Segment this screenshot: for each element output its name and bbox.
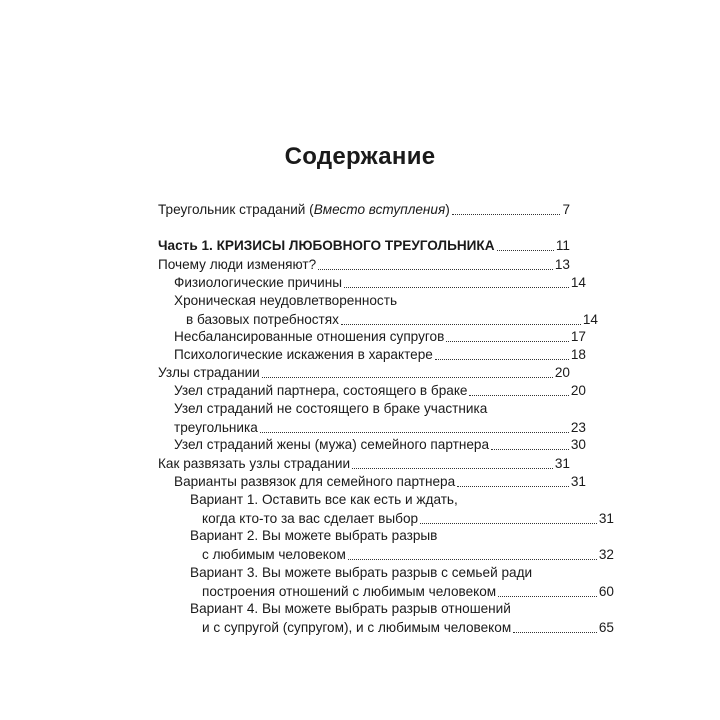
toc-leader <box>457 486 569 487</box>
toc-page-number: 20 <box>570 383 586 398</box>
toc-label-line2: с любимым человеком <box>202 547 346 562</box>
toc-page-number: 17 <box>570 329 586 344</box>
toc-label-line2: и с супругой (супругом), и с любимым человеком <box>202 620 512 635</box>
toc-leader <box>262 377 553 378</box>
toc-entry-knot-partner <box>158 381 586 400</box>
toc-entry-psych <box>158 345 586 364</box>
toc-page-number: 31 <box>554 456 570 471</box>
toc-label-line2: треугольника <box>174 420 258 435</box>
toc-entry-variant-2 <box>158 526 614 564</box>
toc-entry-physio <box>158 273 586 292</box>
toc-entry-knots <box>158 363 570 382</box>
toc-entry-variant-1 <box>158 490 614 528</box>
toc-page-number: 7 <box>562 202 570 217</box>
toc-label: Треугольник страданий (Вместо вступления) <box>158 202 450 217</box>
toc-entry-untie <box>158 454 570 473</box>
toc-leader <box>497 250 554 251</box>
toc-leader <box>318 269 553 270</box>
page-title: Содержание <box>284 143 436 170</box>
toc-leader <box>452 214 561 215</box>
toc-leader <box>435 359 569 360</box>
toc-leader <box>469 395 568 396</box>
toc-leader <box>420 523 597 524</box>
toc-page-number: 13 <box>554 257 570 272</box>
toc-page-number: 14 <box>582 312 598 327</box>
toc-label-line1: Узел страданий не состоящего в браке участника <box>174 401 488 416</box>
toc-leader <box>341 324 581 325</box>
toc-page-number: 14 <box>570 275 586 290</box>
toc-page-number: 30 <box>570 437 586 452</box>
toc-label-line2: в базовых потребностях <box>186 312 339 327</box>
toc-leader <box>344 287 569 288</box>
toc-label: Узлы страдании <box>158 365 260 380</box>
toc-label: Как развязать узлы страдании <box>158 456 351 471</box>
toc-label-line2: когда кто-то за вас сделает выбор <box>202 511 419 526</box>
toc-label-line1: Вариант 4. Вы можете выбрать разрыв отношений <box>190 601 511 616</box>
toc-page-number: 23 <box>570 420 586 435</box>
toc-label: Часть 1. КРИЗИСЫ ЛЮБОВНОГО ТРЕУГОЛЬНИКА <box>158 238 495 253</box>
toc-leader <box>352 468 553 469</box>
toc-entry-chronic <box>158 291 598 329</box>
toc-leader <box>491 449 569 450</box>
toc-entry-knot-nonmarried <box>158 399 586 437</box>
toc-entry-why <box>158 255 570 274</box>
toc-page-number: 18 <box>570 347 586 362</box>
toc-entry-part1 <box>158 236 570 255</box>
toc-label-line1: Вариант 3. Вы можете выбрать разрыв с семьей ради <box>190 565 533 580</box>
toc-page-number: 31 <box>598 511 614 526</box>
toc-entry-unbalanced <box>158 327 586 346</box>
toc-label: Физиологические причины <box>174 275 342 290</box>
toc-page-number: 60 <box>598 584 614 599</box>
toc-label-line1: Хроническая неудовлетворенность <box>174 293 398 308</box>
toc-label: Варианты развязок для семейного партнера <box>174 474 456 489</box>
toc-entry-intro <box>158 200 570 219</box>
toc-page-number: 32 <box>598 547 614 562</box>
toc-label: Психологические искажения в характере <box>174 347 433 362</box>
toc-leader <box>498 596 597 597</box>
toc-entry-variant-3 <box>158 563 614 601</box>
toc-page-number: 65 <box>598 620 614 635</box>
toc-entry-variants <box>158 472 586 491</box>
toc-label: Узел страданий жены (мужа) семейного партнера <box>174 437 490 452</box>
toc-page-number: 20 <box>554 365 570 380</box>
toc-leader <box>260 432 569 433</box>
toc-entry-knot-spouse <box>158 435 586 454</box>
toc-page-number: 31 <box>570 474 586 489</box>
toc-leader <box>348 559 597 560</box>
toc-entry-variant-4 <box>158 599 614 637</box>
toc-label-line1: Вариант 2. Вы можете выбрать разрыв <box>190 528 438 543</box>
toc-label-line2: построения отношений с любимым человеком <box>202 584 497 599</box>
toc-label: Почему люди изменяют? <box>158 257 317 272</box>
toc-label: Несбалансированные отношения супругов <box>174 329 445 344</box>
toc-label-line1: Вариант 1. Оставить все как есть и ждать, <box>190 492 458 507</box>
toc-label: Узел страданий партнера, состоящего в браке <box>174 383 468 398</box>
toc-leader <box>513 632 597 633</box>
toc-leader <box>446 341 569 342</box>
toc-page-number: 11 <box>555 238 570 253</box>
